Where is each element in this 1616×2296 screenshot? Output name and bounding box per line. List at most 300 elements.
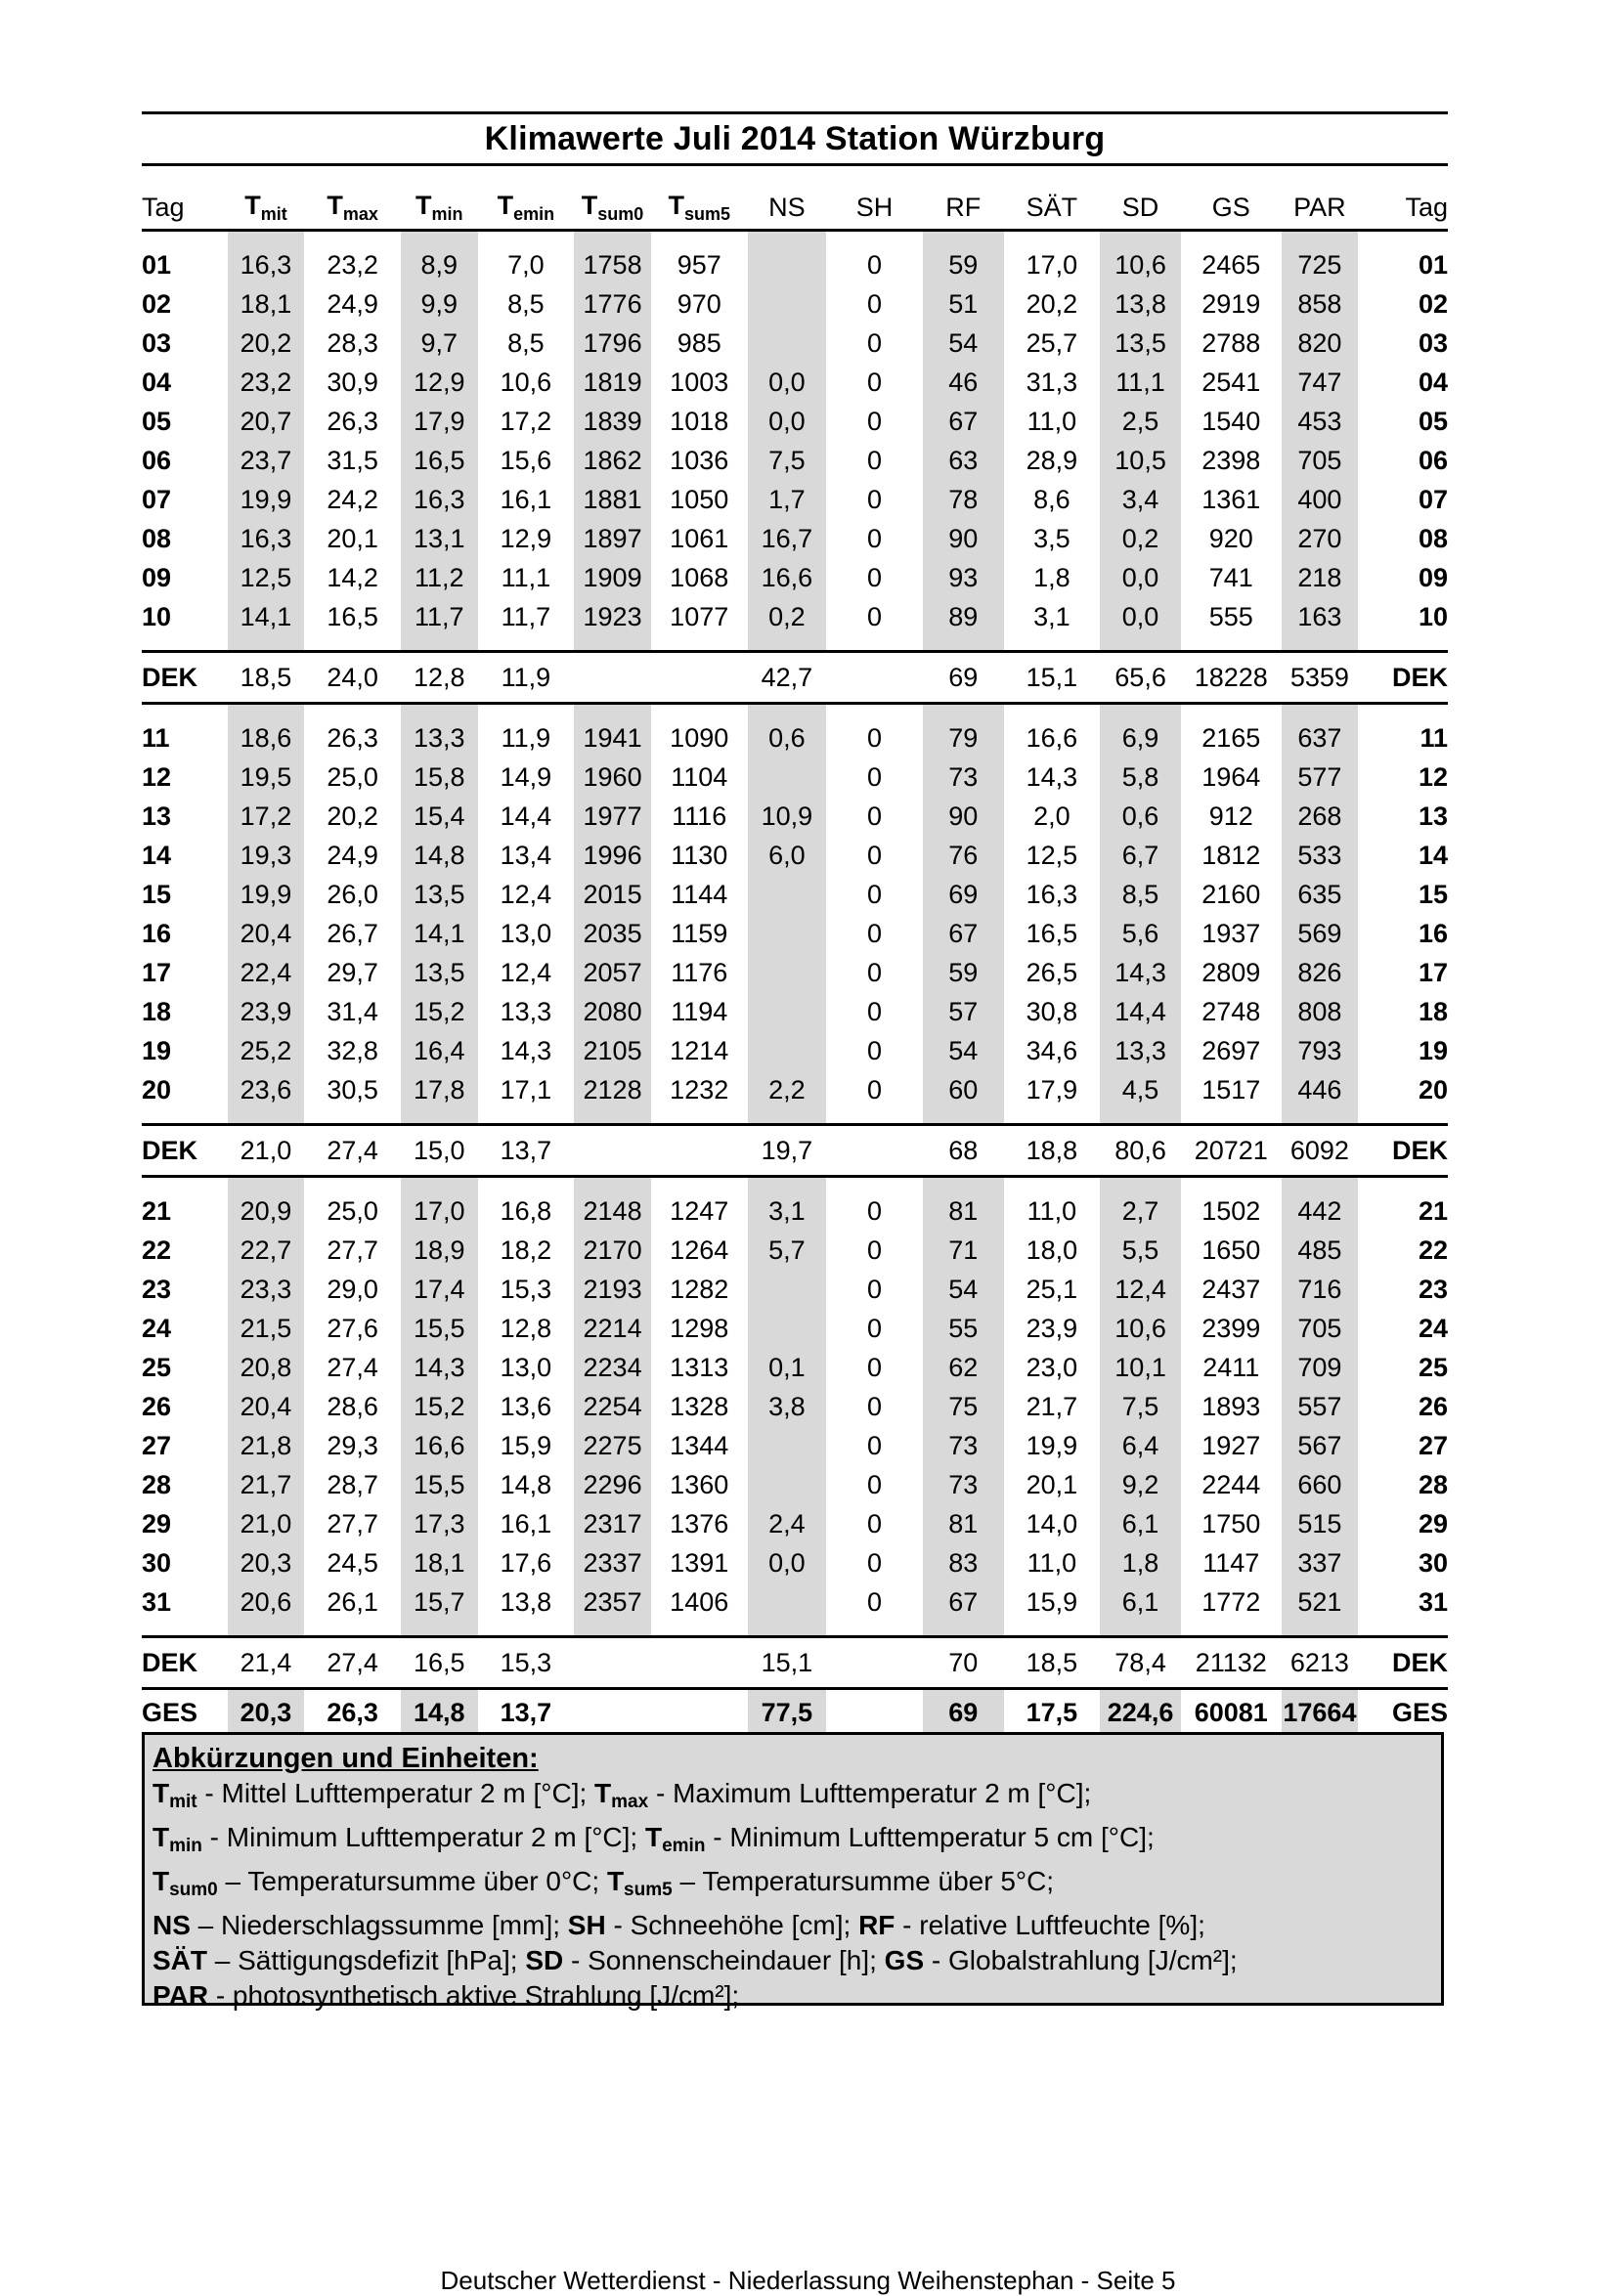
cell-tmax: 26,3 [327,1697,378,1727]
table-row [142,875,1448,914]
cell-rf: 75 [918,1387,1009,1426]
cell-sd: 2,5 [1095,402,1186,441]
cell-sh: 0 [867,1313,883,1343]
cell-tmin: 17,0 [396,1191,483,1231]
spacer-cell [483,231,570,246]
cell-tmax: 14,2 [327,562,378,592]
cell-sd: 3,4 [1095,480,1186,519]
cell-tmit: 16,3 [223,519,310,558]
cell-ns: 19,7 [743,1125,832,1177]
cell-temin: 17,6 [500,1547,552,1578]
cell-temin: 13,7 [483,1125,570,1177]
cell-ns [743,324,832,363]
table-row [142,1348,1448,1387]
spacer-cell [1277,1177,1364,1192]
cell-sd: 13,8 [1095,284,1186,324]
cell-gs: 2244 [1201,1469,1261,1499]
spacer-cell [831,1622,918,1637]
cell-rf: 69 [918,652,1009,704]
cell-sh: 0 [867,918,883,948]
cell-par: 400 [1277,480,1364,519]
spacer-cell [142,1177,223,1192]
cell-rf: 67 [918,1582,1009,1622]
cell-sd: 10,5 [1095,441,1186,480]
cell-tsum0: 1941 [569,718,656,758]
cell-rf: 71 [918,1231,1009,1270]
cell-tsum0: 2337 [569,1543,656,1582]
cell-tmit: 23,6 [223,1070,310,1109]
cell-rf: 57 [918,992,1009,1031]
cell-temin: 11,1 [501,562,551,592]
cell-tmit: 14,1 [223,597,310,636]
cell-sd: 7,5 [1095,1387,1186,1426]
spacer-cell [1009,704,1096,719]
cell-day: 03 [142,327,172,358]
cell-tmit: 17,2 [223,797,310,836]
cell-saet: 17,5 [1026,1697,1078,1727]
cell-sh: 0 [867,601,883,631]
cell-sd: 80,6 [1095,1125,1186,1177]
cell-day: 28 [142,1469,172,1499]
cell-saet: 23,0 [1026,1352,1078,1382]
cell-tsum5: 1068 [670,562,729,592]
spacer-cell [569,1177,656,1192]
cell-par: 453 [1277,402,1364,441]
spacer-cell [656,704,743,719]
cell-tmit: 22,7 [223,1231,310,1270]
cell-saet: 26,5 [1026,957,1078,987]
cell-temin: 10,6 [500,367,552,397]
cell-rf: 81 [918,1504,1009,1543]
cell-sd: 6,4 [1095,1426,1186,1465]
cell-day: 13 [142,801,172,831]
spacer-cell [656,1622,743,1637]
spacer-cell [483,1109,570,1125]
cell-gs: 2697 [1201,1035,1261,1065]
cell-gs: 2788 [1201,327,1261,358]
cell-tsum5: 1313 [670,1352,729,1382]
cell-rf: 60 [918,1070,1009,1109]
cell-rf: 93 [918,558,1009,597]
cell-ns [743,1270,832,1309]
cell-tmit: 21,8 [223,1426,310,1465]
cell-par: 270 [1277,519,1364,558]
spacer-cell [918,1177,1009,1192]
cell-day: 22 [142,1235,172,1265]
cell-tmin: 16,5 [396,1637,483,1689]
cell-tmit: 21,5 [223,1309,310,1348]
cell-rf: 69 [918,1689,1009,1736]
cell-tmax: 26,3 [327,722,378,753]
cell-tsum5: 1003 [670,367,729,397]
table-row [142,597,1448,636]
cell-temin: 11,9 [483,652,570,704]
cell-tmit: 25,2 [223,1031,310,1070]
cell-tmin: 14,8 [396,836,483,875]
cell-ns: 10,9 [743,797,832,836]
cell-rf: 54 [918,1270,1009,1309]
cell-tmit: 23,9 [223,992,310,1031]
cell-day: 17 [142,957,172,987]
spacer-cell [1009,636,1096,652]
title-text: Klimawerte Juli 2014 Station Würzburg [484,119,1106,157]
cell-tsum5: 1391 [670,1547,729,1578]
cell-sh: 0 [867,1586,883,1617]
cell-day-right: DEK [1363,652,1448,704]
table-row [142,1070,1448,1109]
cell-tsum0: 2170 [569,1231,656,1270]
cell-temin: 15,3 [500,1274,552,1304]
cell-sh: 0 [867,1430,883,1460]
cell-day: 06 [142,445,172,475]
cell-par: 163 [1277,597,1364,636]
table-row [142,519,1448,558]
cell-temin: 17,1 [500,1074,552,1105]
cell-ns [743,992,832,1031]
cell-saet: 16,3 [1026,879,1078,909]
cell-day-right: 15 [1418,879,1448,909]
cell-ns [743,758,832,797]
cell-saet: 15,9 [1026,1586,1078,1617]
cell-day: 02 [142,288,172,319]
cell-tsum0: 2317 [569,1504,656,1543]
cell-gs: 1750 [1201,1508,1261,1538]
cell-ns: 15,1 [743,1637,832,1689]
cell-tsum0: 2035 [569,914,656,953]
cell-par: 637 [1277,718,1364,758]
cell-tsum0: 1819 [569,363,656,402]
cell-sh: 0 [867,957,883,987]
cell-tmin: 14,3 [396,1348,483,1387]
cell-tsum5: 1194 [671,996,728,1026]
cell-gs: 912 [1208,801,1253,831]
cell-day-right: 29 [1418,1508,1448,1538]
cell-par: 577 [1277,758,1364,797]
spacer-cell [142,1109,223,1125]
cell-sd: 5,5 [1095,1231,1186,1270]
cell-temin: 14,9 [500,761,552,792]
cell-sh [831,1689,918,1736]
cell-tmax: 26,1 [327,1586,378,1617]
cell-ns: 0,2 [743,597,832,636]
cell-gs: 1893 [1201,1391,1261,1421]
cell-rf: 90 [918,519,1009,558]
cell-gs: 1540 [1201,406,1261,436]
header-temin: $T_{emin}$ [483,186,570,231]
cell-day: 20 [142,1074,172,1105]
cell-temin: 12,4 [500,879,552,909]
cell-tmit: 19,5 [223,758,310,797]
cell-temin: 13,8 [500,1586,552,1617]
table-row [142,1031,1448,1070]
cell-day: DEK [142,1637,223,1689]
cell-par: 446 [1277,1070,1364,1109]
cell-tmit: 18,1 [223,284,310,324]
cell-day-right: 18 [1418,996,1448,1026]
cell-tmit: 20,4 [223,914,310,953]
cell-temin: 11,7 [501,601,551,631]
cell-rf: 55 [918,1309,1009,1348]
cell-sd: 13,3 [1095,1031,1186,1070]
cell-tmin: 17,4 [396,1270,483,1309]
spacer-cell [656,1177,743,1192]
cell-par: 826 [1277,953,1364,992]
cell-ns [743,284,832,324]
header-saet: SÄT [1009,186,1096,231]
table-row [142,914,1448,953]
cell-gs: 2465 [1201,249,1261,280]
cell-tsum0: 2105 [569,1031,656,1070]
cell-tmax: 25,0 [327,1195,378,1226]
cell-tsum5: 1344 [670,1430,729,1460]
header-sd: SD [1095,186,1186,231]
cell-gs: 2411 [1202,1352,1260,1382]
spacer-cell [1186,231,1277,246]
spacer-cell [223,1622,310,1637]
cell-saet: 19,9 [1026,1430,1078,1460]
cell-tmax: 27,4 [327,1352,378,1382]
cell-tmin: 17,3 [396,1504,483,1543]
spacer-cell [918,1109,1009,1125]
spacer-cell [1095,636,1186,652]
spacer-cell [1095,1622,1186,1637]
cell-tmax: 24,5 [327,1547,378,1578]
table-title [142,111,1448,166]
cell-tsum0: 1758 [569,245,656,284]
cell-sh: 0 [867,1274,883,1304]
cell-ns: 5,7 [743,1231,832,1270]
cell-day-right: 30 [1418,1547,1448,1578]
table-row [142,1543,1448,1582]
cell-day-right: 12 [1418,761,1448,792]
cell-tsum5: 1176 [671,957,728,987]
cell-day-right: 31 [1418,1586,1448,1617]
spacer-cell [223,1109,310,1125]
cell-tsum5: 1104 [671,761,728,792]
cell-tmin: 15,8 [396,758,483,797]
cell-sh: 0 [867,249,883,280]
cell-tsum0: 2193 [569,1270,656,1309]
cell-temin: 14,8 [500,1469,552,1499]
cell-rf: 62 [918,1348,1009,1387]
cell-saet: 8,6 [1033,484,1070,514]
cell-gs: 2809 [1201,957,1261,987]
cell-sh [831,1637,918,1689]
table-row [142,1465,1448,1504]
header-tsum5: $T_{sum5}$ [656,186,743,231]
cell-tmin: 18,1 [396,1543,483,1582]
cell-day-right: 24 [1418,1313,1448,1343]
cell-day-right: 10 [1418,601,1448,631]
cell-saet: 25,1 [1026,1274,1078,1304]
cell-tmax: 26,7 [327,918,378,948]
spacer-cell [831,636,918,652]
cell-gs: 2165 [1201,722,1261,753]
cell-tsum5 [656,1689,743,1736]
table-row [142,1582,1448,1622]
cell-saet: 21,7 [1026,1391,1078,1421]
cell-par: 808 [1277,992,1364,1031]
cell-tmax: 28,6 [327,1391,378,1421]
cell-day-right: 23 [1418,1274,1448,1304]
cell-temin: 12,4 [500,957,552,987]
cell-day: 05 [142,406,172,436]
header-tag-left: Tag [142,186,223,231]
cell-ns: 0,0 [743,1543,832,1582]
cell-tsum0: 1960 [569,758,656,797]
spacer-cell [1095,231,1186,246]
table-row [142,953,1448,992]
cell-ns: 16,7 [743,519,832,558]
spacer-cell [569,1622,656,1637]
cell-sh: 0 [867,840,883,870]
cell-rf: 83 [918,1543,1009,1582]
cell-tmit: 23,2 [223,363,310,402]
cell-tmin: 9,7 [396,324,483,363]
cell-tsum0 [569,1125,656,1177]
cell-tmit: 23,7 [223,441,310,480]
cell-day-right: 19 [1418,1035,1448,1065]
spacer-cell [223,1177,310,1192]
spacer-cell [1095,1177,1186,1192]
cell-tmin: 16,4 [396,1031,483,1070]
cell-tsum0 [569,1689,656,1736]
cell-day-right: 02 [1418,288,1448,319]
cell-tmin: 16,5 [396,441,483,480]
cell-tmin: 11,7 [396,597,483,636]
cell-tsum0: 2254 [569,1387,656,1426]
cell-sd: 6,1 [1095,1582,1186,1622]
cell-temin: 8,5 [507,327,545,358]
cell-tmin: 13,3 [396,718,483,758]
cell-tsum5: 1036 [670,445,729,475]
table-row [142,363,1448,402]
spacer-cell [483,636,570,652]
cell-tmin: 9,9 [396,284,483,324]
spacer-cell [483,1622,570,1637]
legend-heading: Abkürzungen und Einheiten: [153,1743,539,1774]
cell-sd: 224,6 [1095,1689,1186,1736]
table-row [142,245,1448,284]
cell-par: 705 [1277,1309,1364,1348]
cell-day-right: 28 [1418,1469,1448,1499]
cell-tsum0: 1881 [569,480,656,519]
cell-par: 716 [1277,1270,1364,1309]
cell-tsum5 [656,1125,743,1177]
cell-gs: 2398 [1201,445,1261,475]
cell-par: 485 [1277,1231,1364,1270]
cell-ns [743,914,832,953]
cell-tmin: 15,0 [396,1125,483,1177]
spacer-cell [918,1622,1009,1637]
cell-tmin: 13,5 [396,953,483,992]
cell-tsum0: 1776 [569,284,656,324]
cell-tmit: 12,5 [223,558,310,597]
cell-sh [831,1125,918,1177]
cell-day: 31 [142,1586,172,1617]
spacer-cell [1363,1177,1448,1192]
spacer-row [142,1177,1448,1192]
cell-sd: 78,4 [1095,1637,1186,1689]
cell-day-right: 04 [1418,367,1448,397]
cell-tmit: 20,4 [223,1387,310,1426]
cell-rf: 68 [918,1125,1009,1177]
cell-tsum5: 1247 [670,1195,729,1226]
header-ns: NS [743,186,832,231]
cell-par: 705 [1277,441,1364,480]
cell-gs: 1361 [1201,484,1261,514]
cell-tmit: 16,3 [223,245,310,284]
cell-temin: 12,9 [500,523,552,553]
cell-day: 26 [142,1391,172,1421]
spacer-cell [1277,231,1364,246]
cell-ns [743,1031,832,1070]
cell-day-right: 16 [1418,918,1448,948]
cell-day: 11 [142,722,170,753]
cell-day: 14 [142,840,172,870]
cell-ns: 1,7 [743,480,832,519]
spacer-cell [1009,231,1096,246]
decade-summary-row [142,652,1448,704]
cell-ns: 0,0 [743,363,832,402]
cell-sd: 10,6 [1095,1309,1186,1348]
spacer-cell [743,1622,832,1637]
spacer-cell [1363,636,1448,652]
table-row [142,324,1448,363]
cell-sh: 0 [867,1074,883,1105]
table-row [142,441,1448,480]
spacer-cell [396,704,483,719]
cell-tmin: 11,2 [396,558,483,597]
cell-tsum5: 1159 [671,918,728,948]
cell-tsum0: 2080 [569,992,656,1031]
cell-sd: 6,7 [1095,836,1186,875]
cell-tmin: 15,4 [396,797,483,836]
spacer-cell [831,231,918,246]
cell-tmit: 21,7 [223,1465,310,1504]
spacer-cell [831,1109,918,1125]
cell-par: 521 [1277,1582,1364,1622]
cell-day: 16 [142,918,172,948]
cell-rf: 73 [918,1465,1009,1504]
cell-tsum0: 1977 [569,797,656,836]
cell-ns: 2,2 [743,1070,832,1109]
cell-gs: 18228 [1186,652,1277,704]
cell-tsum0: 2057 [569,953,656,992]
cell-tsum0 [569,652,656,704]
cell-tmit: 19,9 [223,875,310,914]
cell-tsum0: 1839 [569,402,656,441]
cell-tmax: 29,3 [327,1430,378,1460]
spacer-cell [1277,704,1364,719]
cell-sh: 0 [867,1035,883,1065]
cell-tsum0: 1862 [569,441,656,480]
cell-temin: 11,9 [501,722,551,753]
cell-ns: 3,8 [743,1387,832,1426]
spacer-cell [396,231,483,246]
cell-tmit: 20,3 [223,1689,310,1736]
cell-sh: 0 [867,406,883,436]
cell-saet: 3,5 [1033,523,1070,553]
cell-tmin: 13,5 [396,875,483,914]
spacer-cell [1186,1622,1277,1637]
cell-sd: 6,1 [1095,1504,1186,1543]
spacer-cell [569,1109,656,1125]
cell-day: 19 [142,1035,172,1065]
cell-gs: 1927 [1201,1430,1261,1460]
cell-tsum5: 1376 [670,1508,729,1538]
spacer-cell [1009,1109,1096,1125]
